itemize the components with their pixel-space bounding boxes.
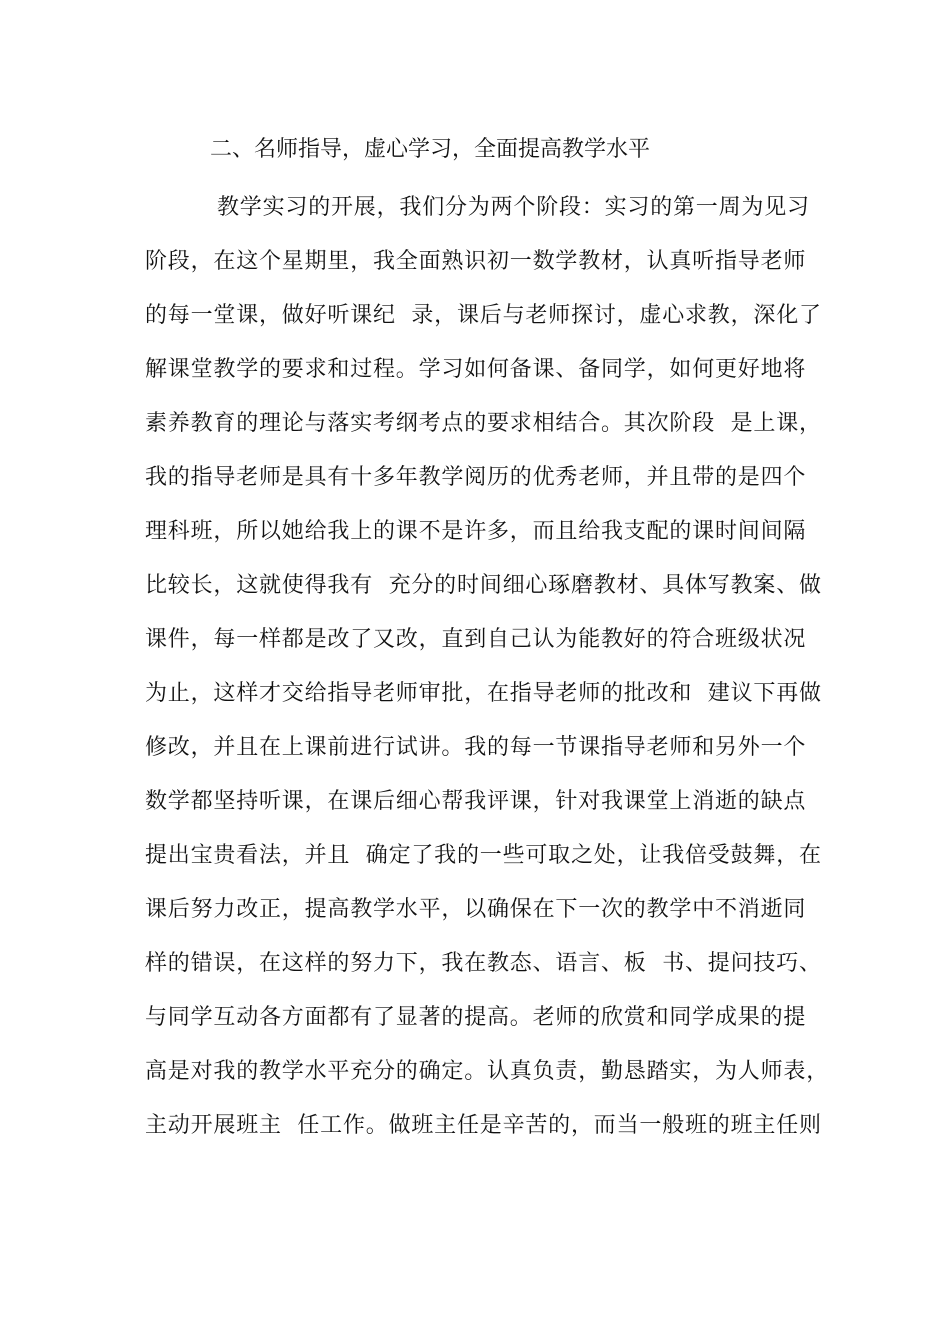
paragraph-line: 主动开展班主 任工作。做班主任是辛苦的，而当一般班的班主任则: [145, 1113, 822, 1138]
paragraph-line: 课后努力改正，提高教学水平，以确保在下一次的教学中不消逝同: [145, 897, 807, 922]
paragraph-line: 为止，这样才交给指导老师审批，在指导老师的批改和 建议下再做: [145, 681, 822, 706]
paragraph-line: 样的错误，在这样的努力下，我在教态、语言、板 书、提问技巧、: [145, 951, 822, 976]
paragraph-line: 提出宝贵看法，并且 确定了我的一些可取之处，让我倍受鼓舞，在: [145, 843, 822, 868]
paragraph-line: 课件，每一样都是改了又改，直到自己认为能教好的符合班级状况: [145, 627, 807, 652]
paragraph-line: 教学实习的开展，我们分为两个阶段：实习的第一周为见习: [217, 195, 810, 220]
paragraph-line: 修改，并且在上课前进行试讲。我的每一节课指导老师和另外一个: [145, 735, 807, 760]
paragraph-line: 理科班，所以她给我上的课不是许多，而且给我支配的课时间间隔: [145, 519, 807, 544]
paragraph-line: 我的指导老师是具有十多年教学阅历的优秀老师，并且带的是四个: [145, 465, 807, 490]
paragraph-line: 高是对我的教学水平充分的确定。认真负责，勤恳踏实，为人师表，: [145, 1059, 830, 1084]
paragraph-line: 数学都坚持听课，在课后细心帮我评课，针对我课堂上消逝的缺点: [145, 789, 807, 814]
paragraph-line: 的每一堂课，做好听课纪 录，课后与老师探讨，虚心求教，深化了: [145, 303, 822, 328]
paragraph-line: 与同学互动各方面都有了显著的提高。老师的欣赏和同学成果的提: [145, 1005, 807, 1030]
section-heading: 二、名师指导，虚心学习，全面提高教学水平: [210, 137, 651, 162]
paragraph-line: 解课堂教学的要求和过程。学习如何备课、备同学，如何更好地将: [145, 357, 807, 382]
paragraph-line: 阶段，在这个星期里，我全面熟识初一数学教材，认真听指导老师: [145, 249, 807, 274]
paragraph-line: 比较长，这就使得我有 充分的时间细心琢磨教材、具体写教案、做: [145, 573, 822, 598]
paragraph-line: 素养教育的理论与落实考纲考点的要求相结合。其次阶段 是上课，: [145, 411, 822, 436]
